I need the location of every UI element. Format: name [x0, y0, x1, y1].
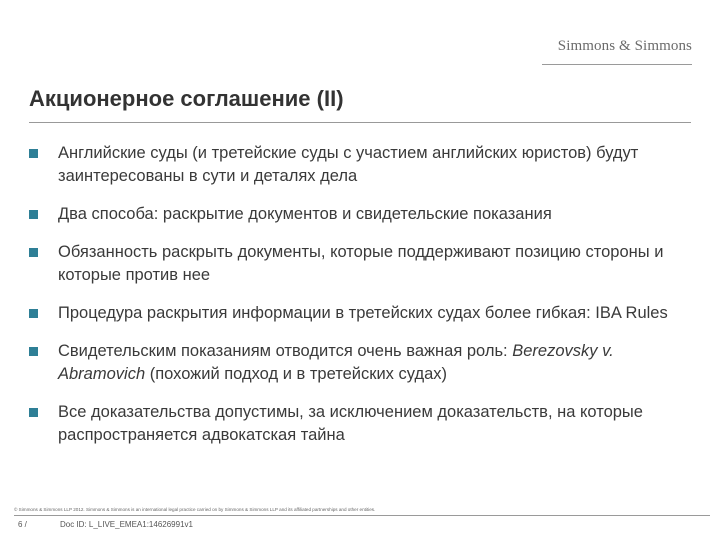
bullet-item: [29, 340, 694, 386]
case-name: Berezovsky v. Abramovich: [58, 342, 614, 383]
bullet-text: Два способа: раскрытие документов и свидетельские показания: [58, 205, 552, 223]
bullet-text: Английские суды (и третейские суды с участием английских юристов) будут заинтересованы в сути и деталях дела: [58, 144, 639, 185]
square-bullet-icon: [29, 210, 38, 219]
bullet-item: [29, 203, 694, 226]
page-number: 6 /: [18, 520, 27, 529]
footer-legal-notice: © Simmons & Simmons LLP 2012. Simmons & Simmons is an international legal practice carried on by Simmons & Simmons LLP and its affiliated partnerships and other entities.: [14, 507, 376, 512]
bullet-text: Процедура раскрытия информации в третейских судах более гибкая: IBA Rules: [58, 304, 668, 322]
logo-divider: [542, 64, 692, 65]
slide-title: Акционерное соглашение (II): [29, 86, 344, 111]
bullet-text: Все доказательства допустимы, за исключением доказательств, на которые распространяется адвокатская тайна: [58, 403, 643, 444]
title-divider: [29, 122, 691, 123]
square-bullet-icon: [29, 248, 38, 257]
document-id: Doc ID: L_LIVE_EMEA1:14626991v1: [60, 520, 193, 529]
bullet-text: [58, 340, 694, 386]
bullet-item: [29, 401, 694, 447]
firm-logo: Simmons & Simmons: [557, 38, 692, 54]
square-bullet-icon: [29, 408, 38, 417]
bullet-list: [29, 142, 694, 462]
bullet-item: [29, 302, 694, 325]
bullet-item: [29, 142, 694, 188]
bullet-text: Обязанность раскрыть документы, которые поддерживают позицию стороны и которые против нее: [58, 243, 664, 284]
square-bullet-icon: [29, 149, 38, 158]
bullet-text-part: (похожий подход и в третейских судах): [145, 365, 448, 383]
bullet-text-part: Свидетельским показаниям отводится очень важная роль:: [58, 342, 513, 360]
footer-divider: [14, 515, 710, 516]
square-bullet-icon: [29, 347, 38, 356]
square-bullet-icon: [29, 309, 38, 318]
bullet-item: [29, 241, 694, 287]
